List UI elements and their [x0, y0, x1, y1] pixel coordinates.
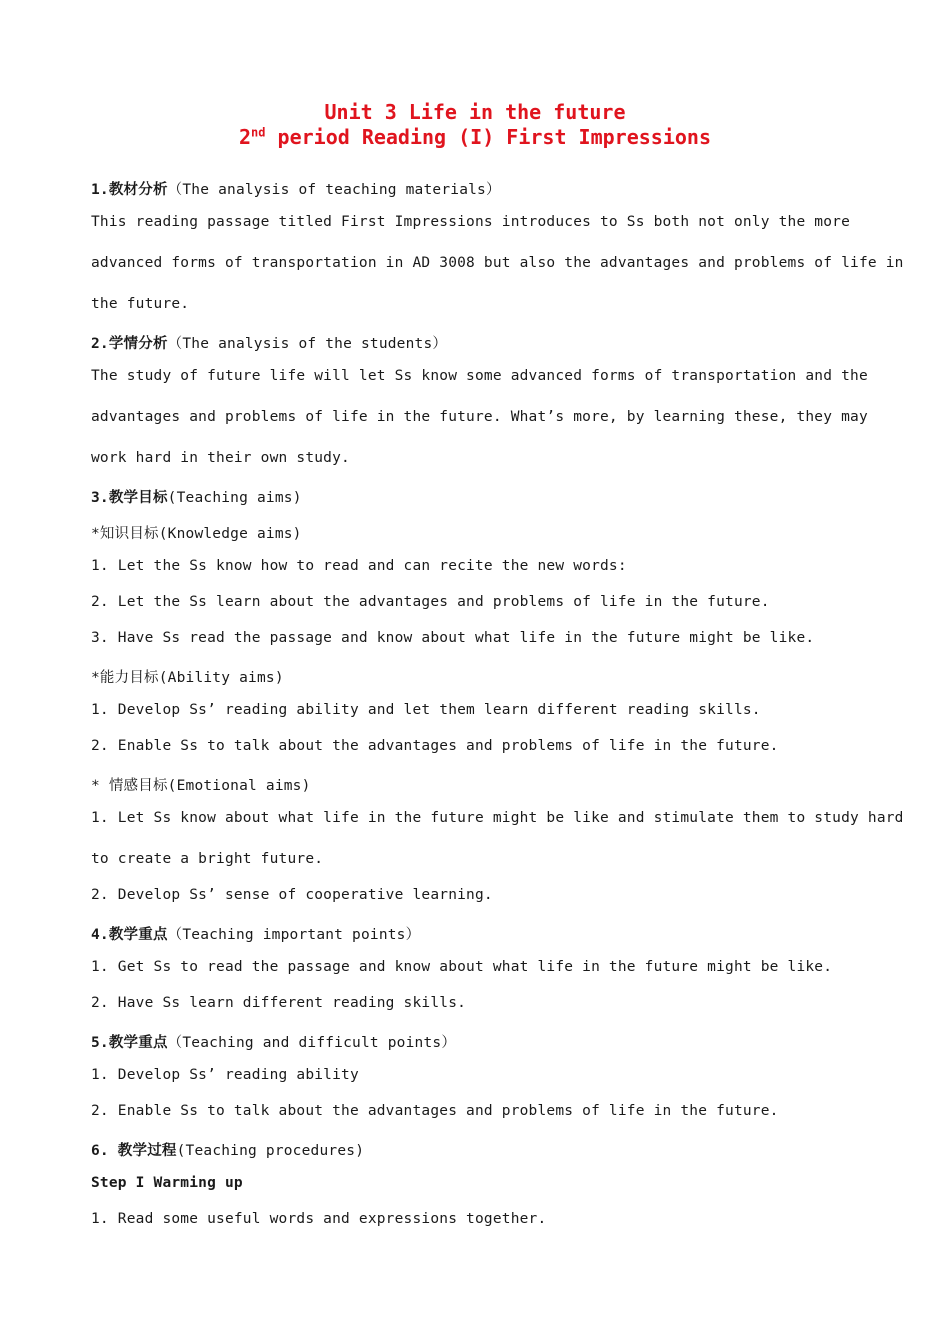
body-text-line — [91, 558, 627, 574]
section-heading — [91, 486, 302, 507]
section-heading — [91, 1139, 364, 1160]
title-line-1: Unit 3 Life in the future — [324, 100, 626, 124]
body-text-line — [91, 594, 770, 610]
body-text-line — [91, 887, 493, 903]
heading-label: 3.教学目标 — [91, 490, 168, 506]
heading-label: 2.学情分析 — [91, 336, 168, 352]
body-text-line — [91, 255, 904, 271]
heading-label: 5.教学重点 — [91, 1035, 168, 1051]
line-text: advanced forms of transportation in AD 3008 but also the advantages and problems of life in — [91, 255, 904, 271]
line-text: work hard in their own study. — [91, 450, 350, 466]
subtitle-superscript: nd — [251, 125, 266, 140]
line-text: 1. Develop Ss’ reading ability — [91, 1067, 359, 1083]
line-text: 1. Read some useful words and expressions together. — [91, 1211, 547, 1227]
line-text: advantages and problems of life in the future. What’s more, by learning these, they may — [91, 409, 868, 425]
heading-label: 6. 教学过程 — [91, 1143, 177, 1159]
line-text: （The analysis of the students） — [167, 336, 448, 352]
body-text-line — [91, 738, 779, 754]
line-text: This reading passage titled First Impressions introduces to Ss both not only the more — [91, 214, 851, 230]
line-text: 1. Develop Ss’ reading ability and let them learn different reading skills. — [91, 702, 761, 718]
section-heading — [91, 1031, 456, 1052]
line-text: *知识目标(Knowledge aims) — [91, 526, 302, 542]
line-text: （Teaching important points） — [167, 927, 421, 943]
line-text: （Teaching and difficult points） — [167, 1035, 457, 1051]
body-text-line — [91, 450, 350, 466]
section-heading — [91, 332, 447, 353]
heading-label: Step I Warming up — [91, 1175, 243, 1191]
line-text: 2. Have Ss learn different reading skills. — [91, 995, 467, 1011]
body-text-line — [91, 522, 302, 543]
body-text-line — [91, 959, 832, 975]
body-text-line — [91, 296, 189, 312]
line-text: 2. Develop Ss’ sense of cooperative learning. — [91, 887, 493, 903]
body-text-line — [91, 702, 761, 718]
line-text: （The analysis of teaching materials） — [167, 182, 501, 198]
line-text: (Teaching procedures) — [176, 1143, 365, 1159]
body-text-line — [91, 995, 466, 1011]
section-heading — [91, 923, 420, 944]
line-text: The study of future life will let Ss know some advanced forms of transportation and the — [91, 368, 868, 384]
body-text-line — [91, 774, 311, 795]
body-text-line — [91, 851, 323, 867]
line-text: to create a bright future. — [91, 851, 324, 867]
line-text: (Teaching aims) — [167, 490, 302, 506]
section-heading — [91, 178, 501, 199]
heading-label: 4.教学重点 — [91, 927, 168, 943]
body-text-line — [91, 630, 814, 646]
body-text-line — [91, 214, 850, 230]
line-text: 2. Enable Ss to talk about the advantages and problems of life in the future. — [91, 738, 779, 754]
line-text: 2. Enable Ss to talk about the advantages and problems of life in the future. — [91, 1103, 779, 1119]
document-title — [0, 100, 950, 124]
line-text: * 情感目标(Emotional aims) — [91, 778, 311, 794]
step-heading — [91, 1175, 243, 1191]
line-text: 1. Let Ss know about what life in the future might be like and stimulate them to study hard — [91, 810, 904, 826]
line-text: 1. Let the Ss know how to read and can recite the new words: — [91, 558, 627, 574]
body-text-line — [91, 666, 284, 687]
subtitle-text: period Reading (I) First Impressions — [265, 125, 712, 149]
document-subtitle — [0, 125, 950, 149]
body-text-line — [91, 1067, 359, 1083]
body-text-line — [91, 409, 868, 425]
body-text-line — [91, 1103, 779, 1119]
line-text: the future. — [91, 296, 190, 312]
body-text-line — [91, 810, 904, 826]
body-text-line — [91, 368, 868, 384]
subtitle-number: 2 — [238, 125, 252, 149]
body-text-line — [91, 1211, 546, 1227]
line-text: 2. Let the Ss learn about the advantages and problems of life in the future. — [91, 594, 770, 610]
line-text: 3. Have Ss read the passage and know about what life in the future might be like. — [91, 630, 815, 646]
heading-label: 1.教材分析 — [91, 182, 168, 198]
line-text: 1. Get Ss to read the passage and know about what life in the future might be like. — [91, 959, 833, 975]
line-text: *能力目标(Ability aims) — [91, 670, 284, 686]
